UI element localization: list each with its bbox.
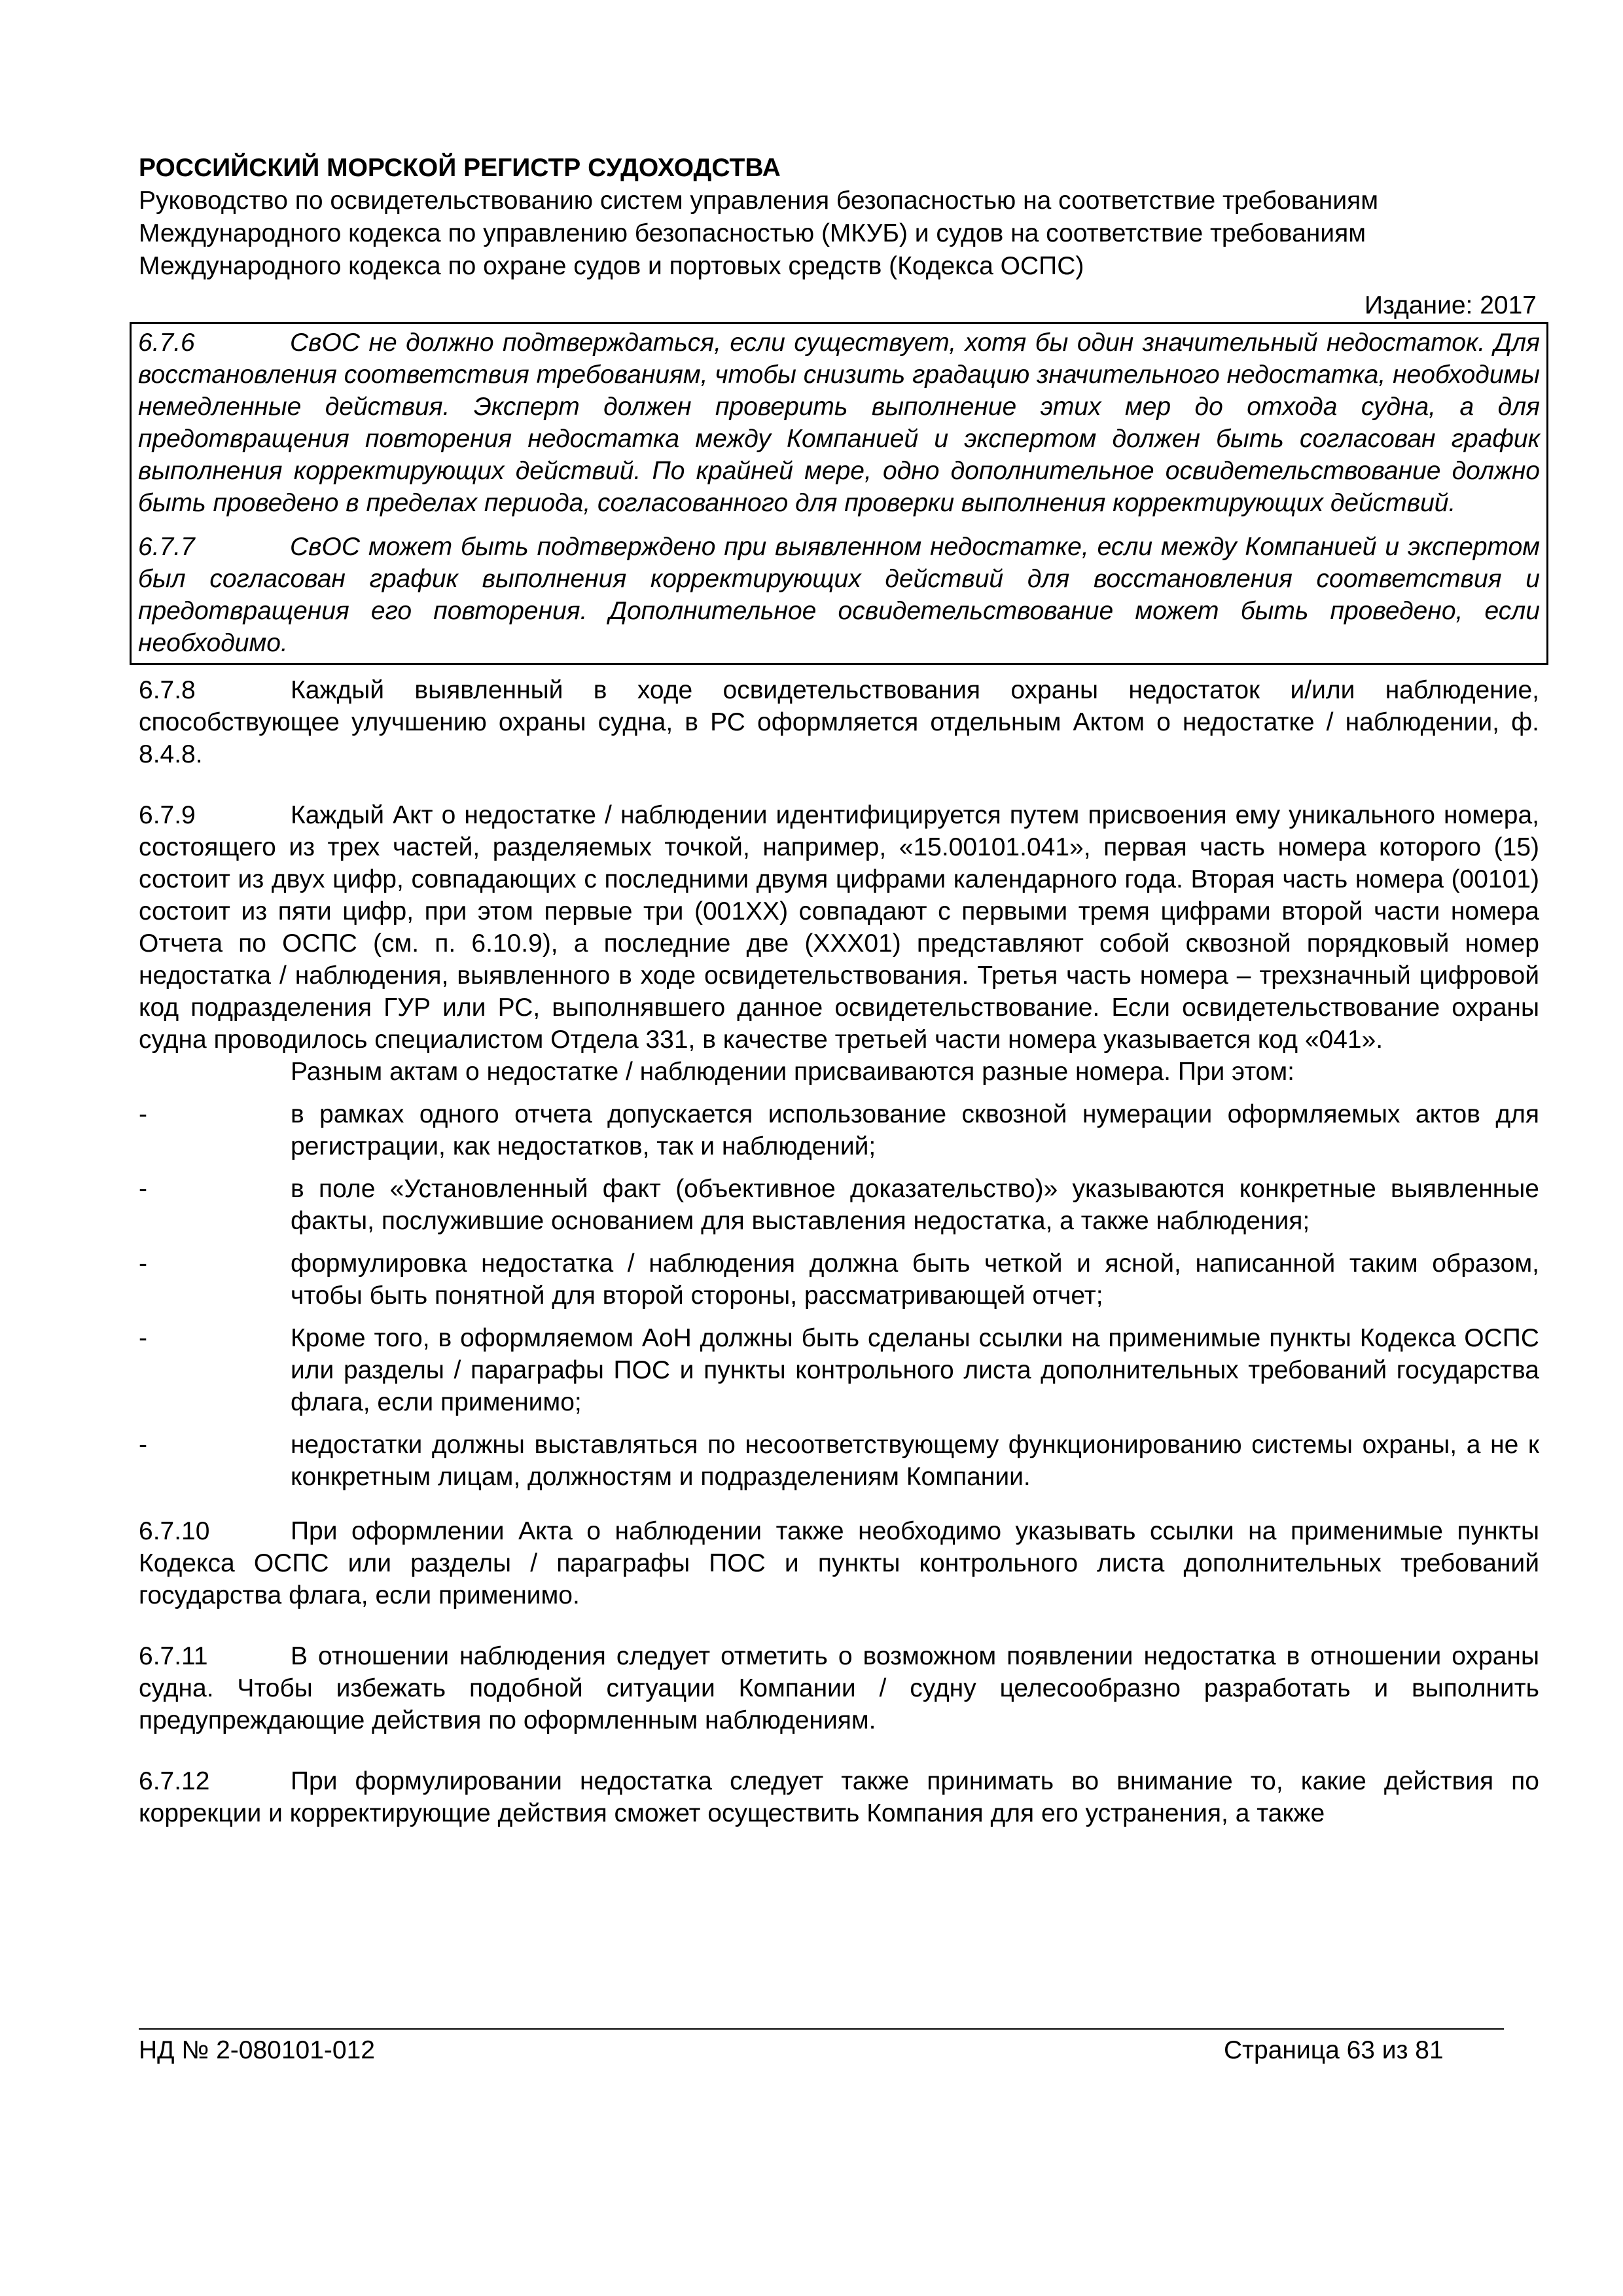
organization-title: РОССИЙСКИЙ МОРСКОЙ РЕГИСТР СУДОХОДСТВА <box>139 154 781 182</box>
bullet-list <box>139 1098 1539 1493</box>
list-item-text: формулировка недостатка / наблюдения должна быть четкой и ясной, написанной таким образом, чтобы быть понятной для второй стороны, рассматривающей отчет; <box>291 1249 1539 1310</box>
list-item <box>139 1098 1539 1162</box>
clause-6-7-12 <box>139 1765 1539 1829</box>
list-item <box>139 1173 1539 1237</box>
dash-marker: - <box>139 1324 147 1352</box>
clause-6-7-7 <box>138 531 1540 659</box>
footer-document-number: НД № 2-080101-012 <box>139 2036 375 2064</box>
clause-6-7-8 <box>139 674 1539 770</box>
clause-6-7-6 <box>138 327 1540 519</box>
clause-6-7-9 <box>139 799 1539 1056</box>
list-item-text: в рамках одного отчета допускается использование сквозной нумерации оформляемых актов для регистрации, как недостатков, так и наблюдений; <box>291 1100 1539 1160</box>
clause-text: При оформлении Акта о наблюдении также необходимо указывать ссылки на применимые пункты Кодекса ОСПС или разделы / параграфы ПОС и пункты контрольного листа дополнительных требований государства флага, если применимо. <box>139 1517 1539 1609</box>
list-item-text: Кроме того, в оформляемом АоН должны быть сделаны ссылки на применимые пункты Кодекса ОСПС или разделы / параграфы ПОС и пункты контрольного листа дополнительных требований государства флага, если применимо; <box>291 1324 1539 1416</box>
footer-divider <box>139 2028 1504 2030</box>
framed-clauses-box <box>130 322 1548 665</box>
clause-6-7-10 <box>139 1515 1539 1611</box>
list-item <box>139 1322 1539 1418</box>
document-page <box>139 152 1539 1829</box>
clause-number: 6.7.12 <box>139 1767 210 1795</box>
dash-marker: - <box>139 1100 147 1128</box>
dash-marker: - <box>139 1175 147 1203</box>
footer-page-number: Страница 63 из 81 <box>1224 2036 1444 2064</box>
clause-text: Каждый выявленный в ходе освидетельствования охраны недостаток и/или наблюдение, способствующее улучшению охраны судна, в РС оформляется отдельным Актом о недостатке / наблюдении, ф. 8.4.8. <box>139 676 1539 768</box>
clause-number: 6.7.6 <box>138 329 195 357</box>
list-item <box>139 1247 1539 1312</box>
clause-6-7-11 <box>139 1640 1539 1736</box>
clause-number: 6.7.11 <box>139 1642 208 1670</box>
clause-text: СвОС не должно подтверждаться, если существует, хотя бы один значительный недостаток. Для восстановления соответствия требованиям, чтобы снизить градацию значительного недостатка, необходимы немедленные действия. Эксперт должен проверить выполнение этих мер до отхода судна, а для предотвращения повторения недостатка между Компанией и экспертом должен быть согласован график выполнения корректирующих действий. По крайней мере, одно дополнительное освидетельствование должно быть проведено в пределах периода, согласованного для проверки выполнения корректирующих действий. <box>138 329 1540 517</box>
intro-line: Разным актам о недостатке / наблюдении присваиваются разные номера. При этом: <box>291 1058 1294 1086</box>
list-item-text: в поле «Установленный факт (объективное доказательство)» указываются конкретные выявленные факты, послужившие основанием для выставления недостатка, а также наблюдения; <box>291 1175 1539 1235</box>
clause-text: Каждый Акт о недостатке / наблюдении идентифицируется путем присвоения ему уникального номера, состоящего из трех частей, разделяемых точкой, например, «15.00101.041», первая часть номера которого (15) состоит из двух цифр, совпадающих с последними двумя цифрами календарного года. Вторая часть номера (00101) состоит из пяти цифр, при этом первые три (001XX) совпадают с первыми тремя цифрами второй части номера Отчета по ОСПС (см. п. 6.10.9), а последние две (XXX01) представляют собой сквозной порядковый номер недостатка / наблюдения, выявленного в ходе освидетельствования. Третья часть номера – трехзначный цифровой код подразделения ГУР или РС, выполнявшего данное освидетельствование. Если освидетельствование охраны судна проводилось специалистом Отдела 331, в качестве третьей части номера указывается код «041». <box>139 801 1539 1054</box>
clause-text: В отношении наблюдения следует отметить о возможном появлении недостатка в отношении охраны судна. Чтобы избежать подобной ситуации Компании / судну целесообразно разработать и выполнить предупреждающие действия по оформленным наблюдениям. <box>139 1642 1539 1734</box>
list-item-text: недостатки должны выставляться по несоответствующему функционированию системы охраны, а не к конкретным лицам, должностям и подразделениям Компании. <box>291 1431 1539 1491</box>
clause-number: 6.7.7 <box>138 533 195 561</box>
dash-marker: - <box>139 1249 147 1278</box>
document-subtitle-line-3: Международного кодекса по охране судов и портовых средств (Кодекса ОСПС) <box>139 252 1084 280</box>
document-subtitle-line-1: Руководство по освидетельствованию систем управления безопасностью на соответствие требованиям <box>139 187 1379 215</box>
edition-label: Издание: 2017 <box>1364 291 1537 319</box>
clause-text: СвОС может быть подтверждено при выявленном недостатке, если между Компанией и экспертом был согласован график выполнения корректирующих действий для восстановления соответствия и предотвращения его повторения. Дополнительное освидетельствование может быть проведено, если необходимо. <box>138 533 1540 657</box>
list-item <box>139 1429 1539 1493</box>
clause-text: При формулировании недостатка следует также принимать во внимание то, какие действия по коррекции и корректирующие действия сможет осуществить Компания для его устранения, а также <box>139 1767 1539 1827</box>
clause-number: 6.7.10 <box>139 1517 210 1545</box>
clause-number: 6.7.8 <box>139 676 196 704</box>
dash-marker: - <box>139 1431 147 1459</box>
document-subtitle-line-2: Международного кодекса по управлению безопасностью (МКУБ) и судов на соответствие требованиям <box>139 219 1366 247</box>
clause-number: 6.7.9 <box>139 801 196 829</box>
